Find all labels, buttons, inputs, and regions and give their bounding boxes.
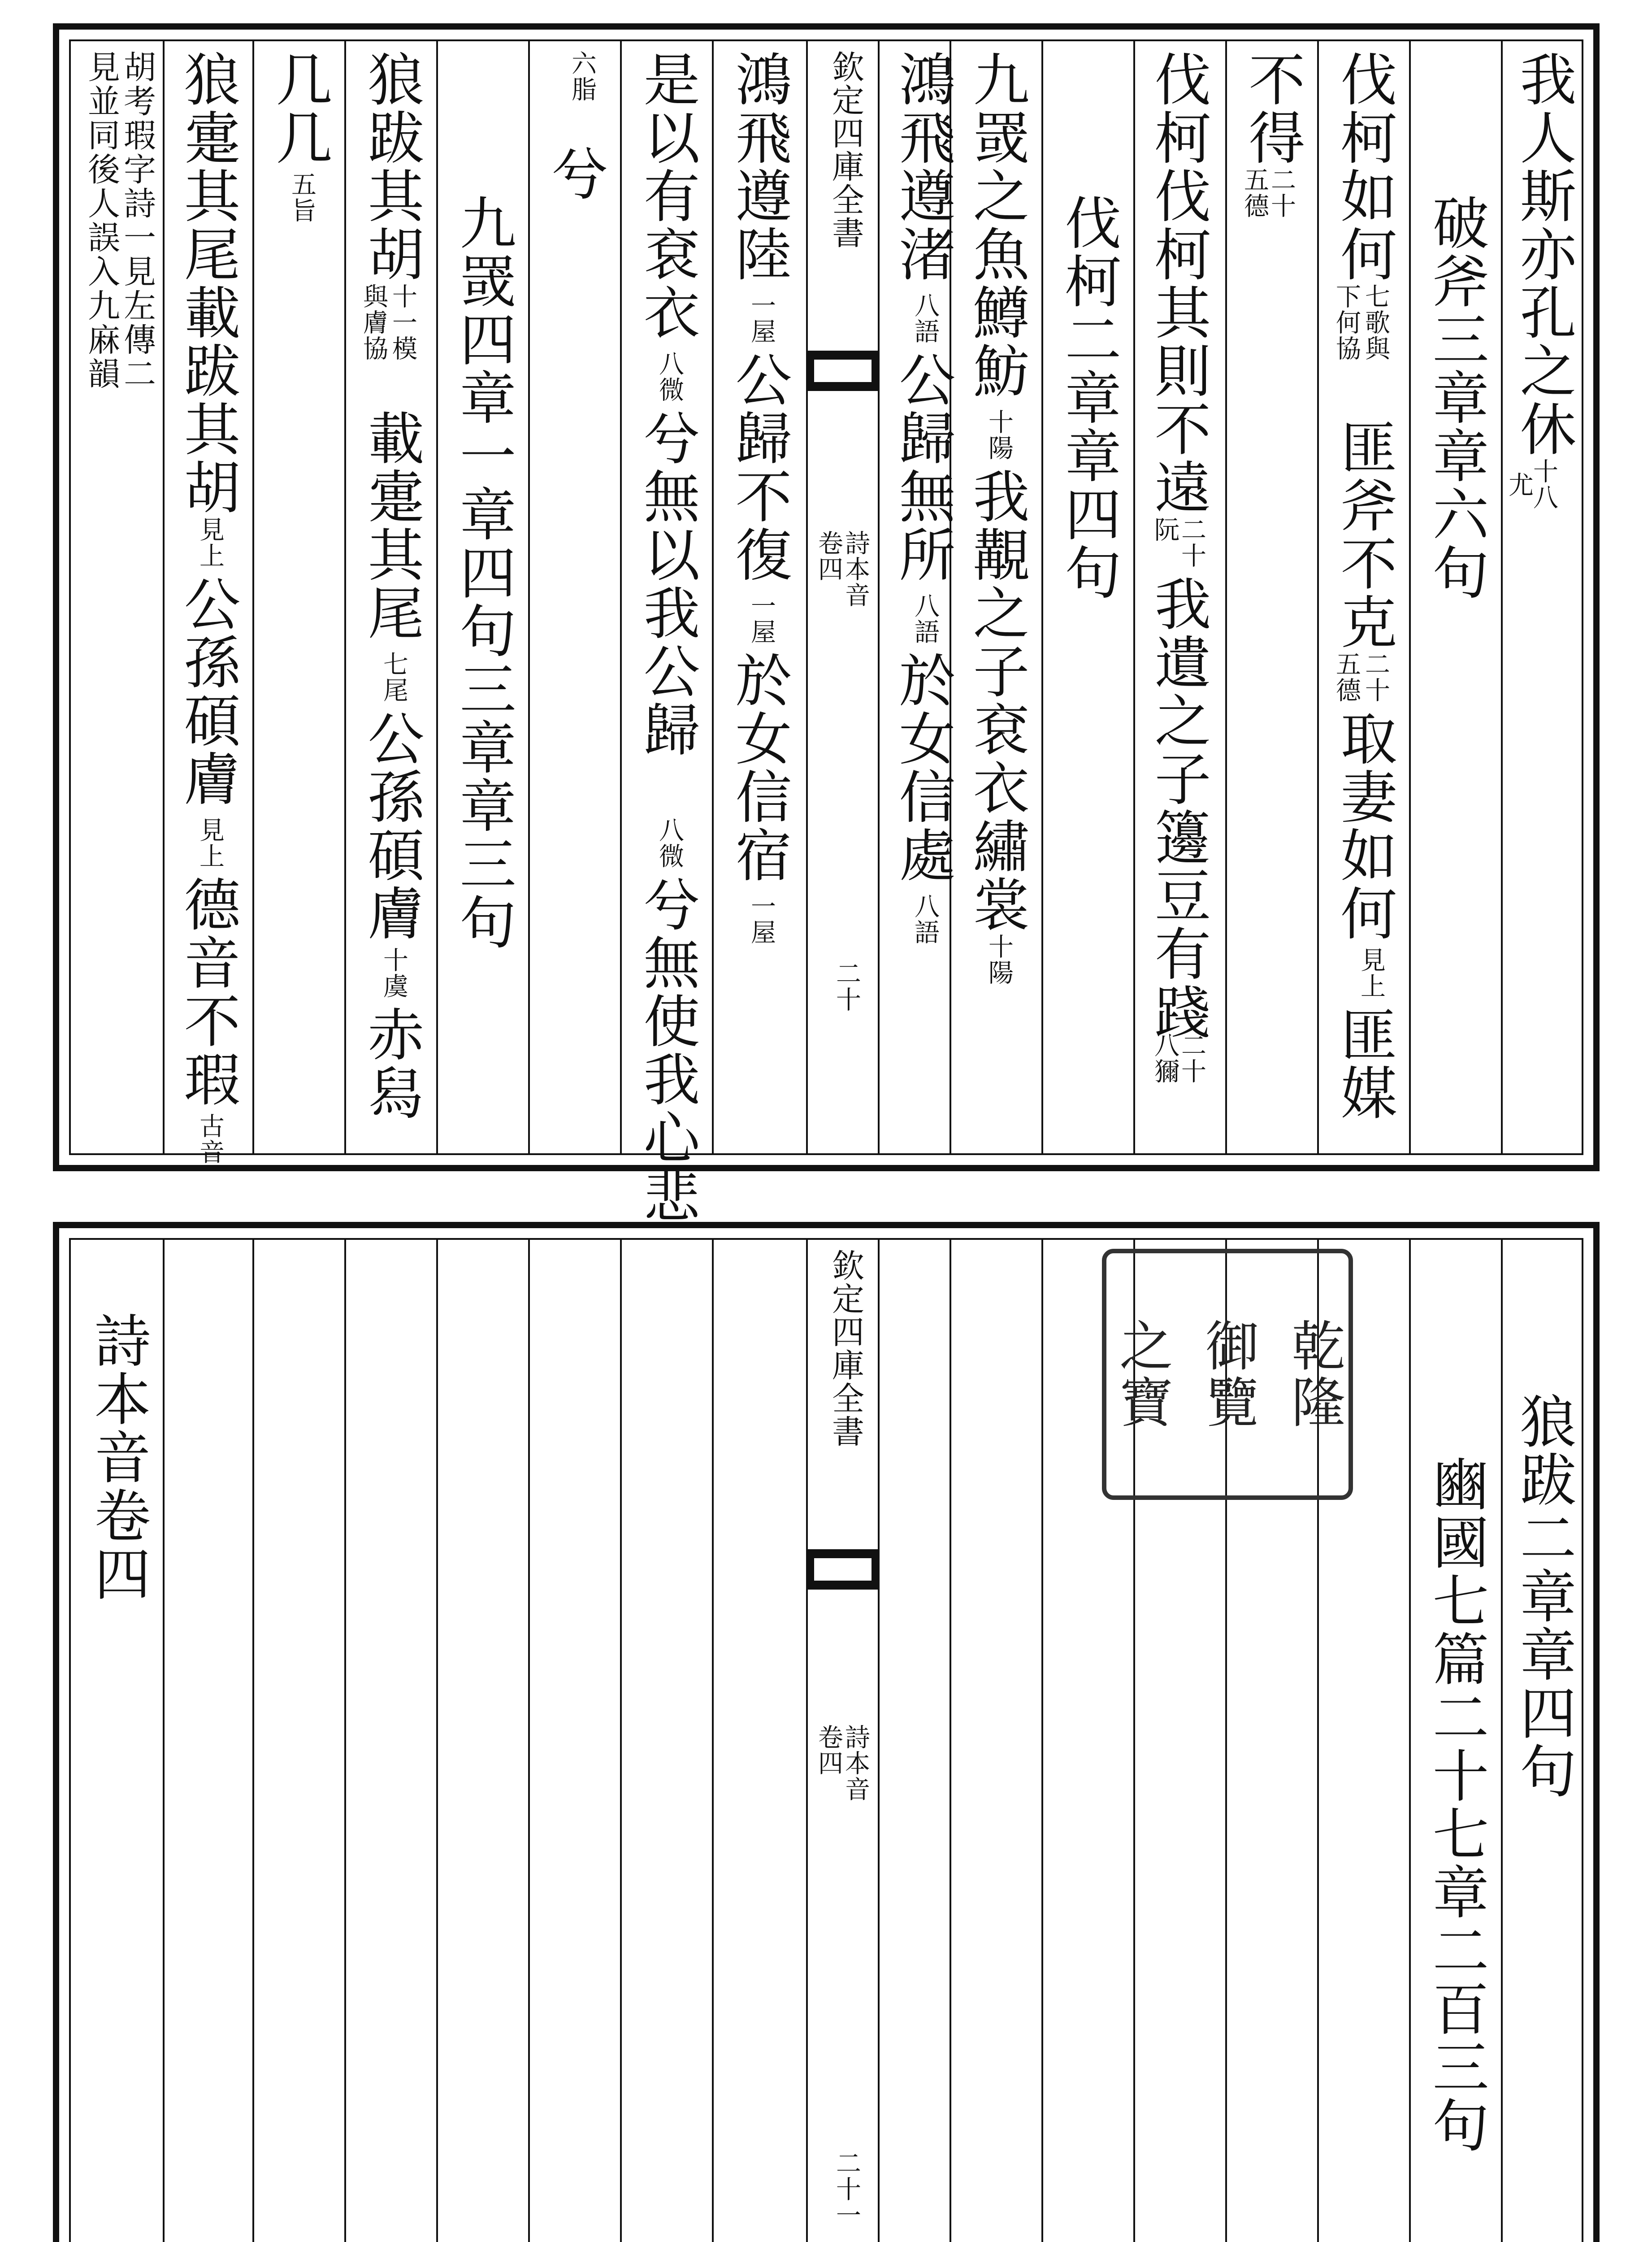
annotation: 阮 — [1150, 517, 1179, 543]
text-column: 兮無以我公歸 — [634, 409, 700, 759]
column-rule — [950, 1240, 951, 2242]
annotation: 古音 — [195, 1113, 225, 1165]
spine-title: 欽定四庫全書 — [827, 1249, 864, 1448]
annotation: 十陽 — [984, 409, 1014, 461]
annotation: 十陽 — [984, 934, 1014, 986]
text-column: 兮 — [542, 144, 608, 203]
text-column: 几几 — [267, 50, 333, 167]
seal-char-column: 乾隆 — [1283, 1318, 1345, 1431]
bottom-page-frame — [69, 1238, 1583, 2242]
annotation: 見上 — [195, 517, 225, 569]
text-column: 德音不瑕 — [175, 875, 241, 1108]
chapter-summary: 狼跋二章章四句 — [1511, 1392, 1577, 1800]
annotation: 見上 — [1357, 947, 1386, 999]
text-column: 九罭之魚鱒魴 — [964, 50, 1030, 400]
annotation: 十虞 — [379, 947, 408, 999]
column-rule — [1133, 41, 1135, 1153]
annotation: 五德 — [1240, 167, 1269, 219]
text-column: 狼跋其胡 — [359, 50, 425, 283]
spine-title: 欽定四庫全書 — [827, 50, 864, 249]
column-rule — [1501, 1240, 1503, 2242]
text-column: 公歸無所 — [890, 351, 956, 584]
column-rule — [163, 41, 165, 1153]
column-rule — [878, 41, 880, 1153]
text-column: 我覯之子袞衣繡裳 — [964, 467, 1030, 934]
text-column: 取妻如何 — [1331, 709, 1397, 943]
column-rule — [1409, 1240, 1411, 2242]
spine-volume: 卷四 — [814, 530, 843, 582]
column-rule — [1317, 41, 1319, 1153]
annotation: 八微 — [655, 817, 684, 869]
text-column: 狼疐其尾載跋其胡 — [175, 50, 241, 517]
annotation: 七尾 — [379, 651, 408, 703]
column-rule — [712, 1240, 714, 2242]
column-rule — [1225, 41, 1227, 1153]
text-column: 赤舄 — [359, 1005, 425, 1122]
seal-char-column: 之寶 — [1110, 1318, 1173, 1431]
text-column: 伐柯如何 — [1331, 50, 1397, 283]
spine-page-number: 二十一 — [832, 2150, 861, 2228]
column-rule — [620, 1240, 622, 2242]
column-rule — [252, 1240, 254, 2242]
column-rule — [712, 41, 714, 1153]
column-rule — [528, 1240, 530, 2242]
column-rule — [252, 41, 254, 1153]
annotation: 七歌與 — [1361, 283, 1390, 361]
annotation: 下何協 — [1332, 283, 1361, 361]
top-page-frame — [69, 39, 1583, 1225]
top-page — [53, 23, 1600, 1225]
text-column: 載疐其尾 — [359, 409, 425, 642]
annotation: 八語 — [911, 292, 940, 344]
text-column: 我遺之子籩豆有踐 — [1145, 575, 1211, 1041]
text-column: 不得 — [1240, 50, 1305, 167]
imperial-seal — [1102, 1249, 1353, 1500]
annotation: 與膚協 — [359, 283, 388, 361]
annotation: 二十 — [1177, 517, 1206, 569]
text-column: 兮無使我心悲 — [634, 875, 700, 1225]
chapter-summary: 破斧三章章六句 — [1423, 194, 1489, 602]
annotation: 十一模 — [388, 283, 417, 361]
text-column: 匪媒 — [1331, 1005, 1397, 1122]
spine-volume: 卷四 — [814, 1724, 843, 1776]
annotation: 五旨 — [287, 171, 317, 223]
annotation: 六脂 — [568, 50, 597, 102]
spine-page-number: 二十 — [832, 960, 861, 1012]
commentary: 胡考瑕字詩一見左傳二 — [118, 50, 156, 391]
annotation: 二十 — [1361, 651, 1390, 703]
spine-subtitle: 詩本音 — [841, 1724, 870, 1802]
annotation: 尤 — [1505, 472, 1534, 498]
text-column: 公歸不復 — [726, 351, 792, 584]
column-rule — [1409, 41, 1411, 1153]
commentary: 見並同後人誤入九麻韻 — [82, 50, 120, 391]
column-rule — [1501, 41, 1503, 1153]
column-rule — [1041, 1240, 1043, 2242]
text-column: 鴻飛遵陸 — [726, 50, 792, 283]
text-column: 是以有袞衣 — [634, 50, 700, 342]
column-rule — [344, 1240, 346, 2242]
column-rule — [436, 1240, 438, 2242]
text-column: 我人斯亦孔之休十八 — [1511, 50, 1577, 510]
column-rule — [344, 41, 346, 1153]
column-rule — [1041, 41, 1043, 1153]
annotation: 八微 — [655, 351, 684, 403]
bottom-page — [53, 1222, 1600, 2242]
text-column: 鴻飛遵渚 — [890, 50, 956, 283]
annotation: 見上 — [195, 817, 225, 869]
column-rule — [620, 41, 622, 1153]
column-rule — [436, 41, 438, 1153]
annotation: 二十 — [1267, 167, 1296, 219]
column-rule — [806, 1240, 808, 2242]
text-column: 於女信處 — [890, 651, 956, 884]
text-column: 於女信宿 — [726, 651, 792, 884]
annotation: 一屋 — [747, 593, 776, 645]
chapter-summary: 九罭四章一章四句三章章三句 — [451, 194, 516, 952]
text-column: 伐柯伐柯其則不遠 — [1145, 50, 1211, 517]
chapter-summary: 伐柯二章章四句 — [1056, 194, 1122, 602]
annotation: 一屋 — [747, 893, 776, 945]
volume-end-title: 詩本音卷四 — [85, 1312, 151, 1603]
text-column: 公孫碩膚 — [359, 709, 425, 943]
column-rule — [806, 41, 808, 1153]
annotation: 二十 — [1177, 1032, 1206, 1084]
seal-char-column: 御覽 — [1197, 1318, 1259, 1431]
column-rule — [163, 1240, 165, 2242]
annotation: 八語 — [911, 893, 940, 945]
text-column: 匪斧不克 — [1331, 418, 1397, 651]
annotation: 五德 — [1332, 651, 1361, 703]
annotation: 一屋 — [747, 292, 776, 344]
annotation: 八語 — [911, 593, 940, 645]
section-summary: 豳國七篇二十七章二百三句 — [1423, 1455, 1489, 2155]
spine-subtitle: 詩本音 — [841, 530, 870, 608]
column-rule — [528, 41, 530, 1153]
column-rule — [878, 1240, 880, 2242]
annotation: 八獮 — [1150, 1032, 1179, 1084]
text-column: 公孫碩膚 — [175, 575, 241, 808]
